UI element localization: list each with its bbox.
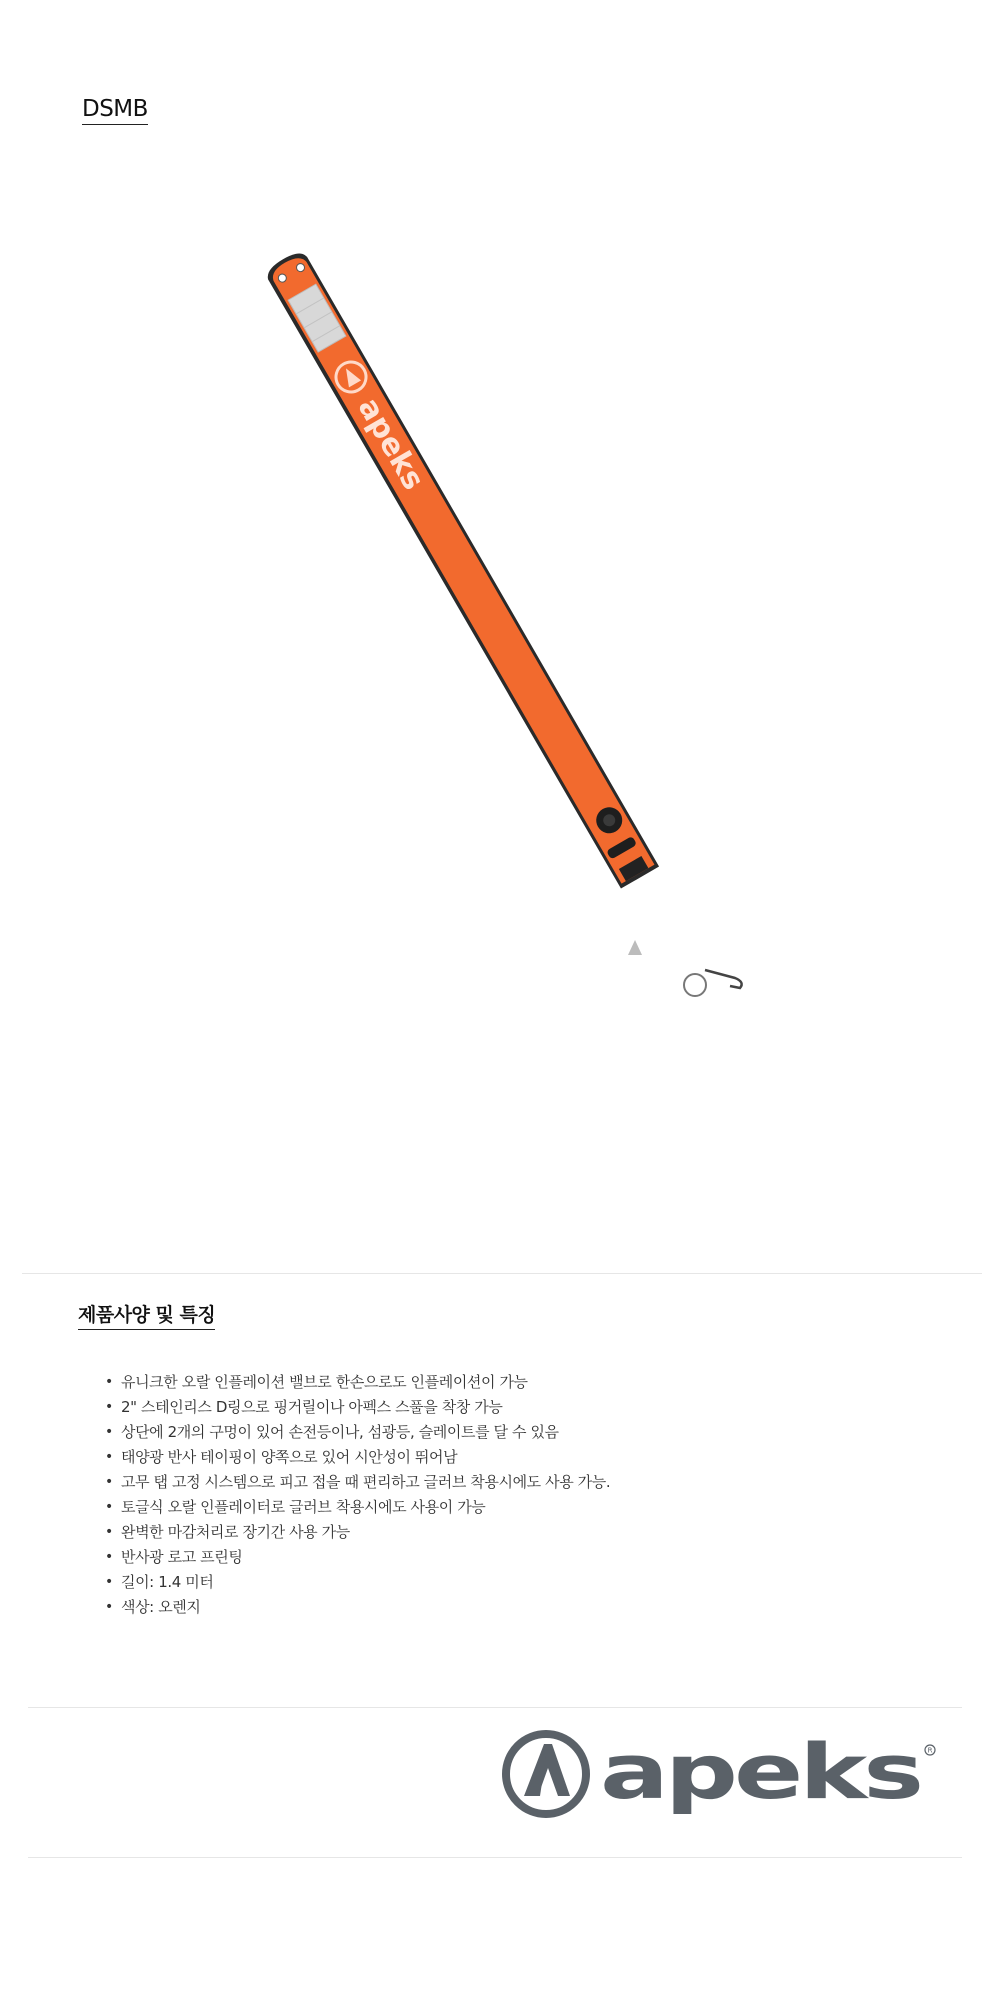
bullet-icon: • bbox=[105, 1474, 113, 1490]
bullet-icon: • bbox=[105, 1424, 113, 1440]
list-item: • 길이: 1.4 미터 bbox=[103, 1570, 610, 1595]
list-item: • 상단에 2개의 구멍이 있어 손전등이나, 섬광등, 슬레이트를 달 수 있음 bbox=[103, 1420, 610, 1445]
list-item: • 완벽한 마감처리로 장기간 사용 가능 bbox=[103, 1520, 610, 1545]
page-title: DSMB bbox=[82, 96, 148, 125]
bullet-icon: • bbox=[105, 1374, 113, 1390]
bullet-icon: • bbox=[105, 1524, 113, 1540]
divider-middle bbox=[28, 1707, 962, 1708]
list-item: • 유니크한 오랄 인플레이션 밸브로 한손으로도 인플레이션이 가능 bbox=[103, 1370, 610, 1395]
list-item: • 고무 탭 고정 시스템으로 피고 접을 때 편리하고 글러브 착용시에도 사용 가능. bbox=[103, 1470, 610, 1495]
feature-list bbox=[103, 1370, 610, 1620]
list-item: • 태양광 반사 테이핑이 양쪽으로 있어 시안성이 뛰어남 bbox=[103, 1445, 610, 1470]
svg-text:R: R bbox=[927, 1746, 933, 1755]
bullet-icon: • bbox=[105, 1399, 113, 1415]
bullet-icon: • bbox=[105, 1574, 113, 1590]
clip-icon bbox=[705, 970, 742, 988]
list-item: • 반사광 로고 프린팅 bbox=[103, 1545, 610, 1570]
list-item: • 2" 스테인리스 D링으로 핑거릴이나 아펙스 스풀을 착창 가능 bbox=[103, 1395, 610, 1420]
apeks-wordmark: apeks bbox=[600, 1727, 920, 1816]
tube-brand-text: apeks bbox=[350, 391, 431, 496]
bullet-icon: • bbox=[105, 1599, 113, 1615]
list-item: • 색상: 오렌지 bbox=[103, 1595, 610, 1620]
divider-top bbox=[22, 1273, 982, 1274]
bullet-icon: • bbox=[105, 1549, 113, 1565]
list-item: • 토글식 오랄 인플레이터로 글러브 착용시에도 사용이 가능 bbox=[103, 1495, 610, 1520]
bullet-icon: • bbox=[105, 1499, 113, 1515]
d-ring-icon bbox=[684, 974, 706, 996]
bullet-icon: • bbox=[105, 1449, 113, 1465]
apeks-brand-logo bbox=[500, 1726, 940, 1822]
section-title: 제품사양 및 특징 bbox=[78, 1300, 215, 1330]
divider-bottom bbox=[28, 1857, 962, 1858]
